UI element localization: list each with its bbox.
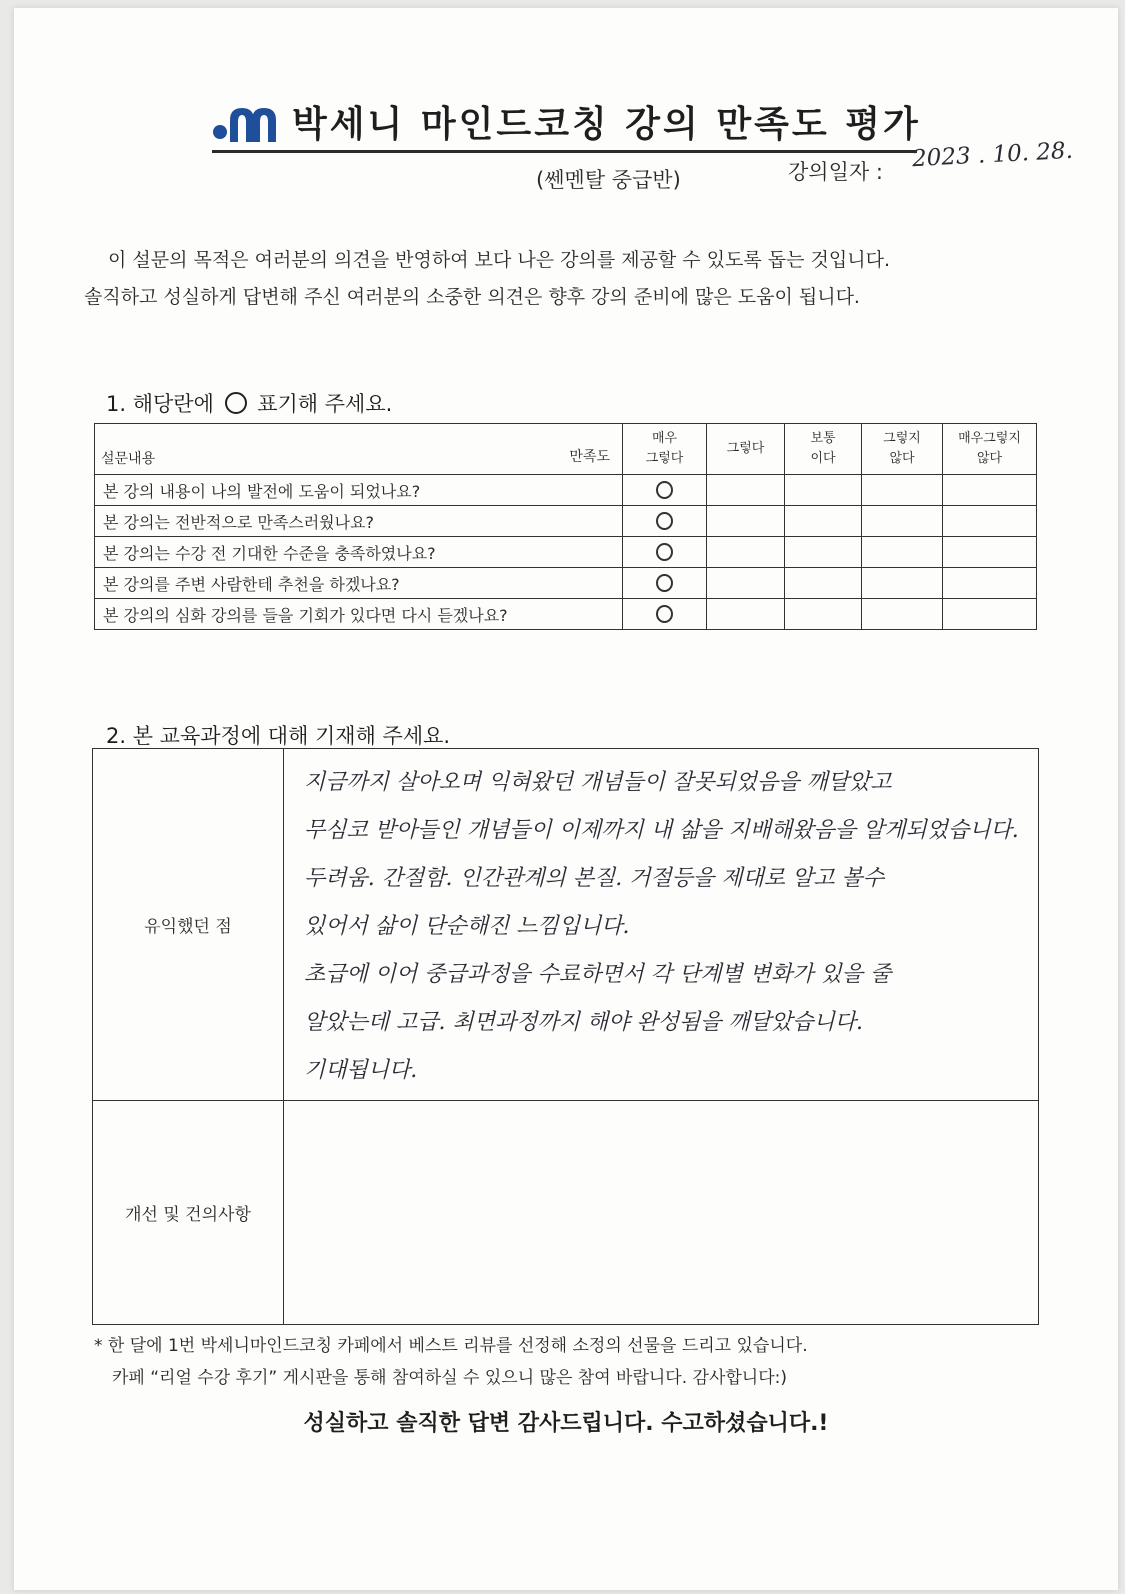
footer-note: [94, 1330, 808, 1394]
question-text: 본 강의는 수강 전 기대한 수준을 충족하였나요?: [95, 537, 623, 568]
question-row: [95, 475, 1037, 506]
title-row: [212, 94, 921, 153]
question-header-cell: [95, 424, 623, 475]
section-1-heading-prefix: 1. 해당란에: [106, 392, 214, 416]
question-row: [95, 599, 1037, 630]
question-row: [95, 568, 1037, 599]
improvement-row: [93, 1101, 1039, 1325]
selected-circle-mark: [656, 605, 673, 623]
feedback-table: [92, 748, 1039, 1325]
question-text: 본 강의의 심화 강의를 들을 기회가 있다면 다시 듣겠나요?: [95, 599, 623, 630]
useful-points-label: 유익했던 점: [93, 749, 284, 1101]
closing-message: 성실하고 솔직한 답변 감사드립니다. 수고하셨습니다.!: [303, 1411, 829, 1436]
section-2-heading: 2. 본 교육과정에 대해 기재해 주세요.: [106, 724, 451, 748]
useful-points-row: [93, 749, 1039, 1101]
intro-text: [84, 242, 1064, 316]
handwritten-line: 알았는데 고급. 최면과정까지 해야 완성됨을 깨달았습니다.: [304, 1010, 864, 1035]
option-neutral: 보통 이다: [785, 424, 862, 475]
footer-note-line-2: 카페 “리얼 수강 후기” 게시판을 통해 참여하실 수 있으니 많은 참여 바랍니다. 감사합니다:): [112, 1368, 787, 1388]
handwritten-line: 두려움. 간절함. 인간관계의 본질. 거절등을 제대로 알고 볼수: [304, 866, 884, 891]
organization-logo-icon: [212, 102, 278, 144]
handwritten-line: 무심코 받아들인 개념들이 이제까지 내 삶을 지배해왔음을 알게되었습니다.: [304, 818, 1019, 843]
option-agree: 그렇다: [707, 424, 785, 475]
footer-note-line-1: * 한 달에 1번 박세니마인드코칭 카페에서 베스트 리뷰를 선정해 소정의 선물을 드리고 있습니다.: [94, 1336, 808, 1356]
handwritten-line: 지금까지 살아오며 익혀왔던 개념들이 잘못되었음을 깨달았고: [304, 770, 892, 795]
course-subtitle: (쎈멘탈 중급반): [536, 168, 681, 192]
selected-circle-mark: [656, 543, 673, 561]
selected-circle-mark: [656, 512, 673, 530]
satisfaction-header-row: [95, 424, 1037, 475]
question-text: 본 강의를 주변 사람한테 추천을 하겠나요?: [95, 568, 623, 599]
selected-circle-mark: [656, 481, 673, 499]
satisfaction-table: [94, 423, 1037, 630]
option-strongly-agree: 매우 그렇다: [623, 424, 707, 475]
question-header: 설문내용: [101, 451, 156, 467]
handwritten-line: 기대됩니다.: [304, 1058, 418, 1083]
improvement-label: 개선 및 건의사항: [93, 1101, 284, 1325]
option-disagree: 그렇지 않다: [862, 424, 943, 475]
circle-mark-icon: [225, 392, 247, 414]
useful-points-field[interactable]: [284, 749, 1039, 1101]
question-text: 본 강의는 전반적으로 만족스러웠나요?: [95, 506, 623, 537]
satisfaction-header: 만족도: [569, 449, 610, 465]
question-row: [95, 506, 1037, 537]
lecture-date-label: 강의일자 :: [788, 160, 883, 184]
page-title: 박세니 마인드코칭 강의 만족도 평가: [292, 104, 921, 145]
intro-line-1: 이 설문의 목적은 여러분의 의견을 반영하여 보다 나은 강의를 제공할 수 있도록 돕는 것입니다.: [108, 249, 891, 271]
handwritten-line: 있어서 삶이 단순해진 느낌입니다.: [304, 914, 630, 939]
option-strongly-disagree: 매우그렇지 않다: [943, 424, 1037, 475]
intro-line-2: 솔직하고 성실하게 답변해 주신 여러분의 소중한 의견은 향후 강의 준비에 많은 도움이 됩니다.: [84, 286, 860, 308]
selected-circle-mark: [656, 574, 673, 592]
survey-sheet: [14, 8, 1118, 1590]
improvement-field[interactable]: [284, 1101, 1039, 1325]
question-row: [95, 537, 1037, 568]
handwritten-line: 초급에 이어 중급과정을 수료하면서 각 단계별 변화가 있을 줄: [304, 962, 892, 987]
section-1-heading: [106, 388, 392, 418]
section-1-heading-suffix: 표기해 주세요.: [257, 392, 393, 416]
question-text: 본 강의 내용이 나의 발전에 도움이 되었나요?: [95, 475, 623, 506]
lecture-date-value[interactable]: 2023 . 10. 28.: [911, 137, 1074, 173]
